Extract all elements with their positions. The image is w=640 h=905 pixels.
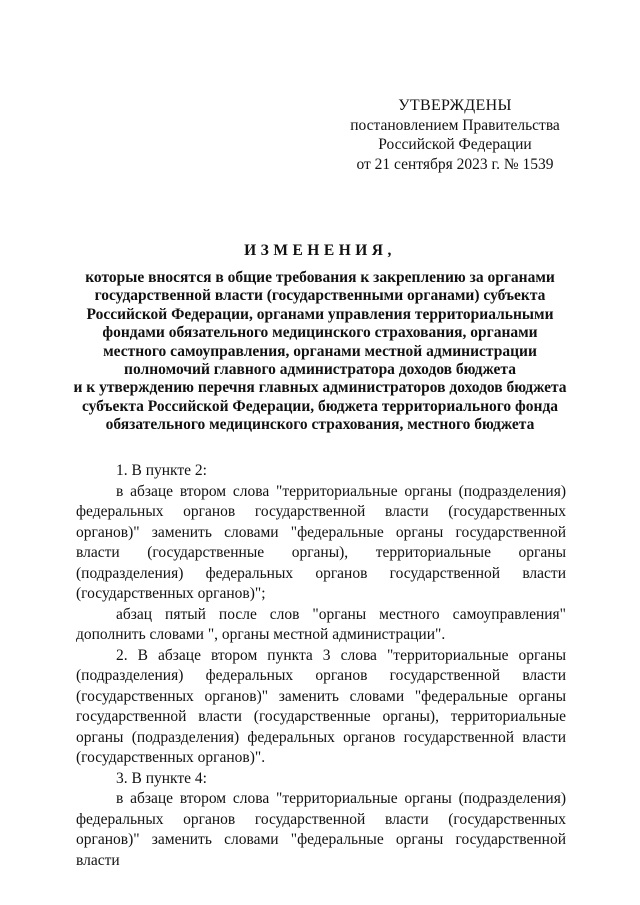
- paragraph-item-1: 1. В пункте 2:: [116, 462, 207, 479]
- paragraph: в абзаце втором слова "территориальные органы (подразделения) федеральных органов государственной власти (государственных органов)" заменить словами "федеральные органы государственной власти (государственные органы), территориальные органы (подразделения) федеральных органов государственной власти (государственных органов)";: [76, 482, 566, 602]
- paragraph-item-2: 2. В абзаце втором пункта 3 слова "территориальные органы (подразделения) федеральных органов государственной власти (государственных органов)" заменить словами "федеральные органы государственной власти (государственные органы), территориальные органы (подразделения) федеральных органов государственной власти (государственных органов)".: [76, 646, 566, 766]
- paragraph-item-3: 3. В пункте 4:: [116, 769, 207, 787]
- approval-line: Российской Федерации: [378, 136, 532, 153]
- document-subtitle: [60, 269, 580, 435]
- paragraph: в абзаце втором слова "территориальные органы (подразделения) федеральных органов государственной власти (государственных органов)" заменить словами "федеральные органы государственной власти: [76, 790, 566, 869]
- subtitle-line: обязательного медицинского страхования, местного бюджета: [105, 416, 535, 434]
- document-title: ИЗМЕНЕНИЯ,: [244, 242, 396, 259]
- subtitle-line: местного самоуправления, органами местной администрации: [103, 342, 537, 360]
- subtitle-line: государственной власти (государственными органами) субъекта: [94, 287, 546, 305]
- subtitle-line: и к утверждению перечня главных администраторов доходов бюджета: [73, 379, 567, 397]
- approval-block: [340, 96, 570, 174]
- subtitle-line: субъекта Российской Федерации, бюджета территориального фонда: [81, 397, 559, 415]
- paragraph: абзац пятый после слов "органы местного самоуправления" дополнить словами ", органы местной администрации".: [76, 605, 566, 643]
- subtitle-line: Российской Федерации, органами управления территориальными: [86, 305, 554, 323]
- subtitle-line: полномочий главного администратора доходов бюджета: [124, 361, 516, 379]
- approval-line: постановлением Правительства: [350, 116, 560, 134]
- document-body: [76, 461, 566, 871]
- subtitle-line: фондами обязательного медицинского страхования, органами: [102, 324, 538, 342]
- subtitle-line: которые вносятся в общие требования к закреплению за органами: [85, 269, 555, 286]
- approval-line: от 21 сентября 2023 г. № 1539: [356, 155, 554, 173]
- approval-header: УТВЕРЖДЕНЫ: [398, 97, 512, 114]
